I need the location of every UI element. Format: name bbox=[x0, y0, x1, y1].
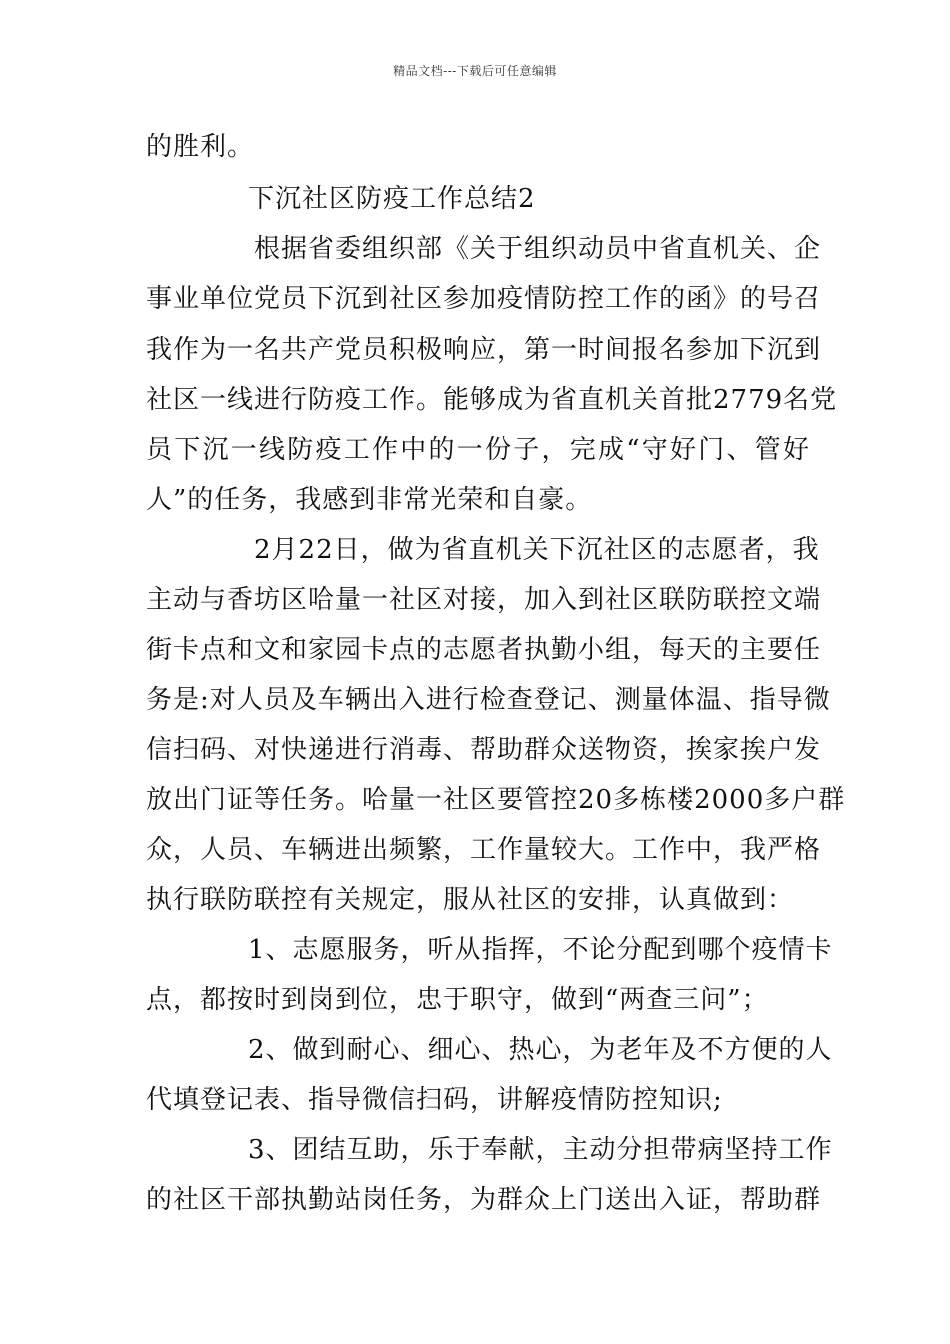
text-line: 员下沉一线防疫工作中的一份子，完成“守好门、管好 bbox=[146, 435, 810, 465]
text-line: 事业单位党员下沉到社区参加疫情防控工作的函》的号召 bbox=[146, 284, 822, 314]
text-line: 根据省委组织部《关于组织动员中省直机关、企 bbox=[254, 234, 822, 264]
page-header: 精品文档---下载后可任意编辑 bbox=[393, 64, 557, 78]
text-line: 放出门证等任务。哈量一社区要管控20多栋楼2000多户群 bbox=[146, 785, 846, 815]
text-line: 信扫码、对快递进行消毒、帮助群众送物资，挨家挨户发 bbox=[146, 735, 822, 765]
list-item-2: 2、做到耐心、细心、热心，为老年及不方便的人 bbox=[248, 1035, 833, 1065]
list-item-1: 1、志愿服务，听从指挥，不论分配到哪个疫情卡 bbox=[248, 935, 833, 965]
text-line: 点，都按时到岗到位，忠于职守，做到“两查三问”； bbox=[146, 985, 769, 1015]
text-line: 主动与香坊区哈量一社区对接，加入到社区联防联控文端 bbox=[146, 585, 822, 615]
text-line: 人”的任务，我感到非常光荣和自豪。 bbox=[146, 485, 593, 515]
text-line: 代填登记表、指导微信扫码，讲解疫情防控知识; bbox=[146, 1085, 723, 1115]
text-line: 执行联防联控有关规定，服从社区的安排，认真做到： bbox=[146, 885, 795, 915]
text-line: 务是:对人员及车辆出入进行检查登记、测量体温、指导微 bbox=[146, 685, 831, 715]
text-line: 的社区干部执勤站岗任务，为群众上门送出入证，帮助群 bbox=[146, 1185, 822, 1215]
text-line: 2月22日，做为省直机关下沉社区的志愿者，我 bbox=[254, 535, 820, 565]
list-item-3: 3、团结互助，乐于奉献，主动分担带病坚持工作 bbox=[248, 1135, 833, 1165]
text-line: 社区一线进行防疫工作。能够成为省直机关首批2779名党 bbox=[146, 385, 838, 415]
text-line: 的胜利。 bbox=[146, 132, 255, 162]
text-line: 街卡点和文和家园卡点的志愿者执勤小组，每天的主要任 bbox=[146, 635, 822, 665]
section-title: 下沉社区防疫工作总结2 bbox=[248, 184, 536, 214]
text-line: 我作为一名共产党员积极响应，第一时间报名参加下沉到 bbox=[146, 335, 822, 365]
text-line: 众，人员、车辆进出频繁，工作量较大。工作中，我严格 bbox=[146, 835, 822, 865]
